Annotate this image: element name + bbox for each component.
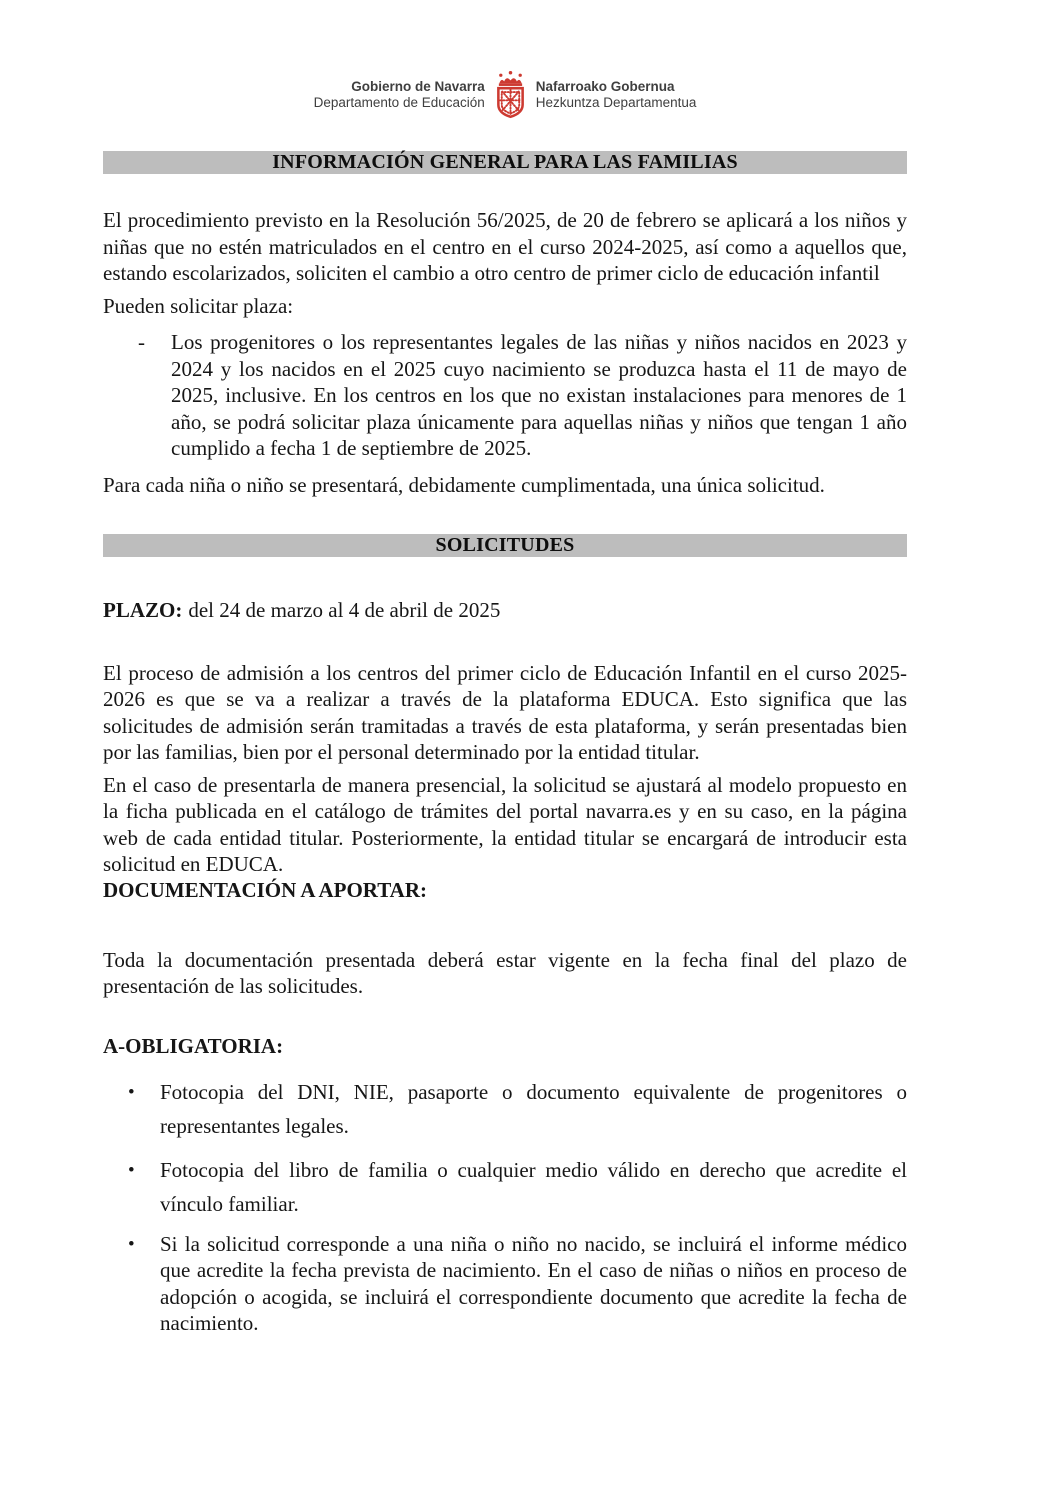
bullet-marker: • [128, 1233, 135, 1255]
heading-documentacion-a-aportar: DOCUMENTACIÓN A APORTAR: [103, 877, 427, 902]
document-header [103, 70, 907, 119]
departamento-educacion-label: Departamento de Educación [313, 94, 485, 110]
plazo-dates: del 24 de marzo al 4 de abril de 2025 [188, 598, 501, 622]
bullet-text-libro-familia: Fotocopia del libro de familia o cualquier medio válido en derecho que acredite el vínculo familiar. [160, 1157, 907, 1216]
dash-marker: - [138, 330, 145, 354]
bullet-item-libro-familia [103, 1153, 907, 1221]
gobierno-de-navarra-label: Gobierno de Navarra [351, 78, 485, 94]
bullet-text-informe-medico: Si la solicitud corresponde a una niña o niño no nacido, se incluirá el informe médico que acredite la fecha prevista de nacimiento. En el caso de niñas o niños en proceso de adopción o acogida, se incluirá el correspondiente documento que acredite la fecha de nacimiento. [160, 1231, 907, 1335]
heading-a-obligatoria: A-OBLIGATORIA: [103, 1033, 284, 1058]
paragraph-documentacion-vigente: Toda la documentación presentada deberá estar vigente en la fecha final del plazo de presentación de las solicitudes. [103, 947, 907, 998]
hezkuntza-departamentua-label: Hezkuntza Departamentua [535, 94, 697, 110]
paragraph-proceso-educa: El proceso de admisión a los centros del primer ciclo de Educación Infantil en el curso 2025-2026 es que se va a realizar a través de la plataforma EDUCA. Esto significa que las solicitudes de admisión serán tramitadas a través de esta plataforma, y serán presentadas bien por las familias, bien por el personal determinado por la entidad titular. [103, 660, 907, 764]
bullet-item-informe-medico [103, 1231, 907, 1337]
header-spanish-title [314, 79, 485, 111]
bullet-text-dni: Fotocopia del DNI, NIE, pasaporte o documento equivalente de progenitores o representantes legales. [160, 1079, 907, 1138]
paragraph-presencial: En el caso de presentarla de manera presencial, la solicitud se ajustará al modelo propuesto en la ficha publicada en el catálogo de trámites del portal navarra.es y en su caso, en la página web de cada entidad titular. Posteriormente, la entidad titular se encargará de introducir esta solicitud en EDUCA. [103, 772, 907, 876]
dash-list-item-progenitores [103, 329, 907, 462]
paragraph-plazo [103, 597, 907, 624]
header-basque-title [536, 79, 697, 111]
obligatoria-bullet-list [103, 1075, 907, 1337]
bullet-marker: • [128, 1081, 135, 1103]
dash-item-text: Los progenitores o los representantes legales de las niñas y niños nacidos en 2023 y 2024 y los nacidos en el 2025 cuyo nacimiento se produzca hasta el 11 de mayo de 2025, inclusive. En los centros en los que no existan instalaciones para menores de 1 año, se podrá solicitar plaza únicamente para aquellas niñas y niños que tengan 1 año cumplido a fecha 1 de septiembre de 2025. [171, 330, 907, 460]
section-title-informacion-general: INFORMACIÓN GENERAL PARA LAS FAMILIAS [103, 151, 907, 174]
paragraph-procedimiento: El procedimiento previsto en la Resolución 56/2025, de 20 de febrero se aplicará a los niños y niñas que no estén matriculados en el centro en el curso 2024-2025, así como a aquellos que, estando escolarizados, soliciten el cambio a otro centro de primer ciclo de educación infantil [103, 208, 907, 285]
nafarroako-gobernua-label: Nafarroako Gobernua [535, 78, 675, 94]
section-title-solicitudes: SOLICITUDES [103, 534, 907, 557]
paragraph-unica-solicitud: Para cada niña o niño se presentará, debidamente cumplimentada, una única solicitud. [103, 472, 825, 497]
paragraph-pueden-solicitar: Pueden solicitar plaza: [103, 293, 294, 318]
bullet-item-dni [103, 1075, 907, 1143]
navarra-coat-of-arms-icon [494, 70, 527, 119]
plazo-label: PLAZO: [103, 598, 183, 622]
bullet-marker: • [128, 1159, 135, 1181]
